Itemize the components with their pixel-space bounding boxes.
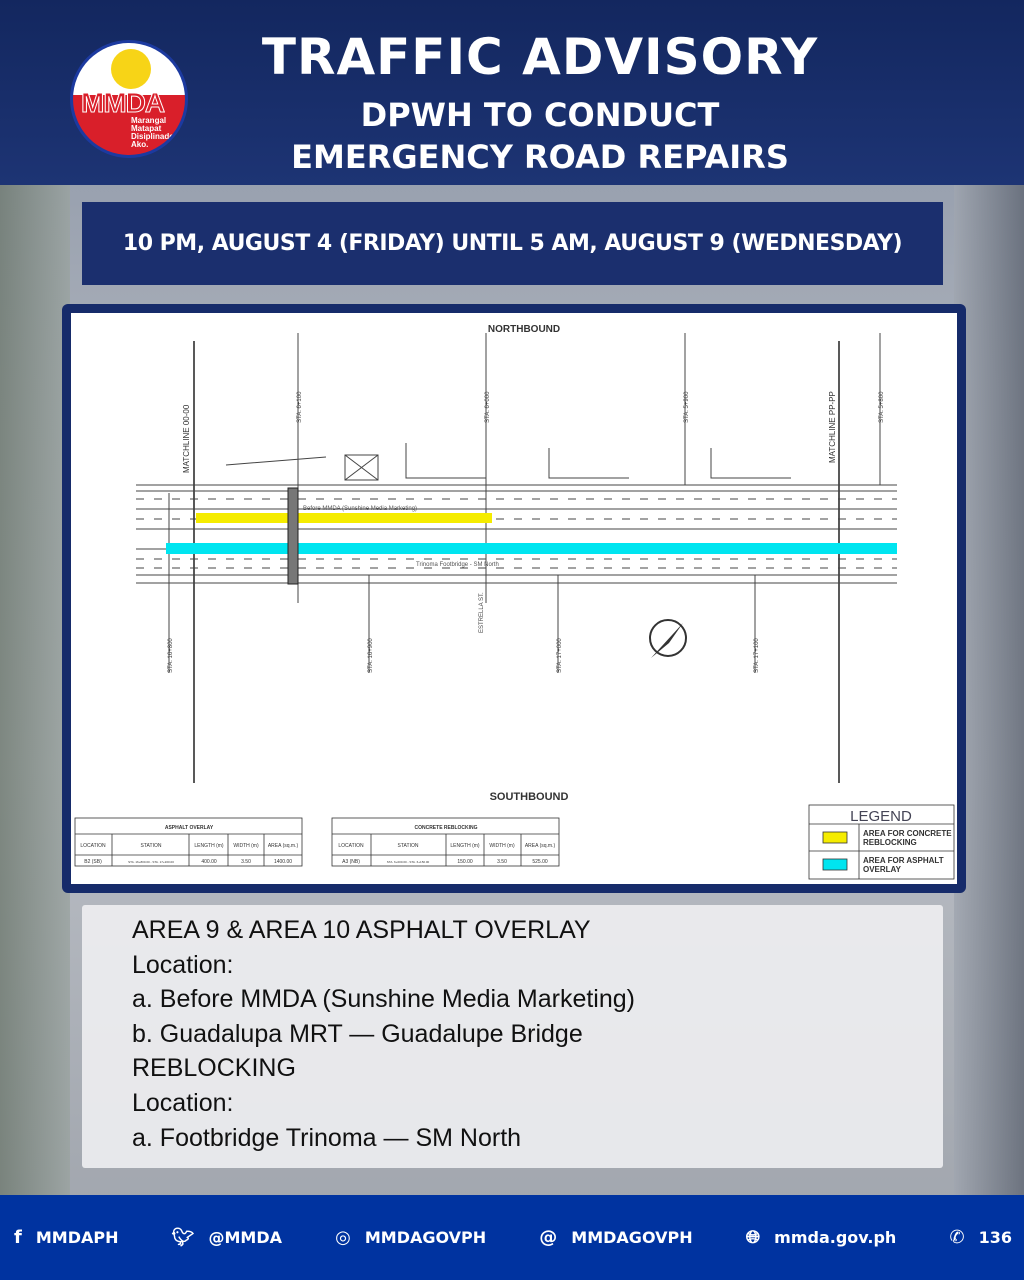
station-label: STA. 5+800 [879, 391, 885, 423]
svg-text:525.00: 525.00 [532, 859, 548, 865]
matchline-left-label: MATCHLINE 00-00 [182, 404, 191, 473]
svg-text:STATION: STATION [140, 843, 162, 849]
location-item: a. Footbridge Trinoma — SM North [132, 1123, 522, 1152]
phone-icon: ✆ [949, 1227, 965, 1248]
concrete-reblocking-area [196, 513, 492, 523]
instagram-icon: ◎ [335, 1227, 351, 1248]
logo-motto: Marangal Matapat Disiplinado Ako. [131, 116, 175, 149]
hotline-link[interactable]: ✆ 136 [949, 1227, 1012, 1248]
station-label: STA. 6+000 [485, 391, 491, 423]
station-label: STA. 5+900 [684, 391, 690, 423]
advisory-details [82, 905, 943, 1168]
legend-swatch-yellow [823, 832, 847, 843]
twitter-icon: 🐦︎ [171, 1227, 195, 1248]
threads-icon: @ [539, 1227, 558, 1248]
station-label: STA. 17+100 [754, 638, 760, 673]
northbound-label: NORTHBOUND [487, 324, 561, 335]
svg-text:1400.00: 1400.00 [273, 859, 293, 865]
asphalt-overlay-table [75, 818, 302, 866]
background-left [0, 185, 70, 1195]
station-label: STA. 6+100 [297, 391, 303, 423]
svg-text:STA. 16+800.00 - STA. 17+200.0: STA. 16+800.00 - STA. 17+200.00 [128, 860, 174, 864]
asphalt-overlay-area [166, 543, 897, 554]
header [0, 0, 1024, 185]
north-arrow-icon [650, 620, 686, 658]
station-label: STA. 16+800 [168, 638, 174, 673]
station-label: STA. 16+900 [368, 638, 374, 673]
reblocking-heading: REBLOCKING [132, 1054, 296, 1083]
website-link[interactable]: 🌐︎ mmda.gov.ph [745, 1227, 897, 1248]
svg-text:LOCATION: LOCATION [80, 843, 106, 849]
svg-text:3.50: 3.50 [241, 859, 251, 865]
yellow-note: Before MMDA (Sunshine Media Marketing) [303, 506, 418, 512]
legend-label-overlay: AREA FOR ASPHALT OVERLAY [863, 856, 944, 874]
location-label: Location: [132, 950, 234, 979]
matchline-right-label: MATCHLINE PP-PP [828, 391, 837, 463]
facebook-link[interactable]: f MMDAPH [14, 1227, 119, 1248]
cyan-note: Trinoma Footbridge - SM North [416, 562, 499, 568]
southbound-label: SOUTHBOUND [489, 791, 569, 803]
subtitle-line2: EMERGENCY ROAD REPAIRS [291, 138, 789, 176]
subtitle-line1: DPWH TO CONDUCT [360, 96, 720, 134]
svg-text:3.50: 3.50 [497, 859, 507, 865]
facebook-icon: f [14, 1227, 22, 1248]
svg-text:AREA (sq.m.): AREA (sq.m.) [524, 843, 556, 849]
twitter-link[interactable]: 🐦︎ @MMDA [171, 1227, 282, 1248]
svg-text:CONCRETE REBLOCKING: CONCRETE REBLOCKING [414, 825, 478, 831]
svg-text:LENGTH (m): LENGTH (m) [194, 843, 224, 849]
svg-text:STA. 6+000.00 - STA. 6+150.00: STA. 6+000.00 - STA. 6+150.00 [386, 860, 430, 864]
station-label: STA. 17+000 [557, 638, 563, 673]
logo-name: MMDA [81, 87, 165, 118]
svg-text:B2 (SB): B2 (SB) [84, 859, 102, 865]
location-item: a. Before MMDA (Sunshine Media Marketing) [132, 985, 635, 1014]
footbridge [288, 488, 298, 584]
svg-text:STATION: STATION [397, 843, 419, 849]
globe-icon: 🌐︎ [745, 1227, 761, 1248]
street-label: ESTRELLA ST. [479, 592, 485, 633]
svg-text:ASPHALT OVERLAY: ASPHALT OVERLAY [164, 825, 214, 831]
legend-label-reblocking: AREA FOR CONCRETE REBLOCKING [863, 829, 952, 847]
location-label: Location: [132, 1088, 234, 1117]
road-diagram [71, 313, 957, 884]
svg-text:A3 (NB): A3 (NB) [342, 859, 360, 865]
svg-text:400.00: 400.00 [201, 859, 217, 865]
concrete-reblocking-table [332, 818, 559, 866]
road-lines [136, 333, 897, 673]
footer-social [0, 1195, 1024, 1280]
location-item: b. Guadalupa MRT — Guadalupe Bridge [132, 1019, 583, 1048]
svg-text:150.00: 150.00 [457, 859, 473, 865]
svg-text:AREA (sq.m.): AREA (sq.m.) [267, 843, 299, 849]
legend-title: LEGEND [850, 808, 912, 825]
page-title: TRAFFIC ADVISORY [261, 28, 819, 86]
legend [809, 805, 954, 879]
mmda-logo [70, 40, 188, 158]
svg-text:LOCATION: LOCATION [338, 843, 364, 849]
svg-text:LENGTH (m): LENGTH (m) [450, 843, 480, 849]
area-heading: AREA 9 & AREA 10 ASPHALT OVERLAY [132, 916, 591, 944]
svg-text:WIDTH (m): WIDTH (m) [233, 843, 259, 849]
road-diagram-frame [62, 304, 966, 893]
threads-link[interactable]: @ MMDAGOVPH [539, 1227, 693, 1248]
legend-swatch-cyan [823, 859, 847, 870]
sun-icon [111, 49, 151, 89]
svg-text:WIDTH (m): WIDTH (m) [489, 843, 515, 849]
instagram-link[interactable]: ◎ MMDAGOVPH [335, 1227, 487, 1248]
schedule-banner: 10 PM, AUGUST 4 (FRIDAY) UNTIL 5 AM, AUGUST 9 (WEDNESDAY) [82, 202, 943, 285]
